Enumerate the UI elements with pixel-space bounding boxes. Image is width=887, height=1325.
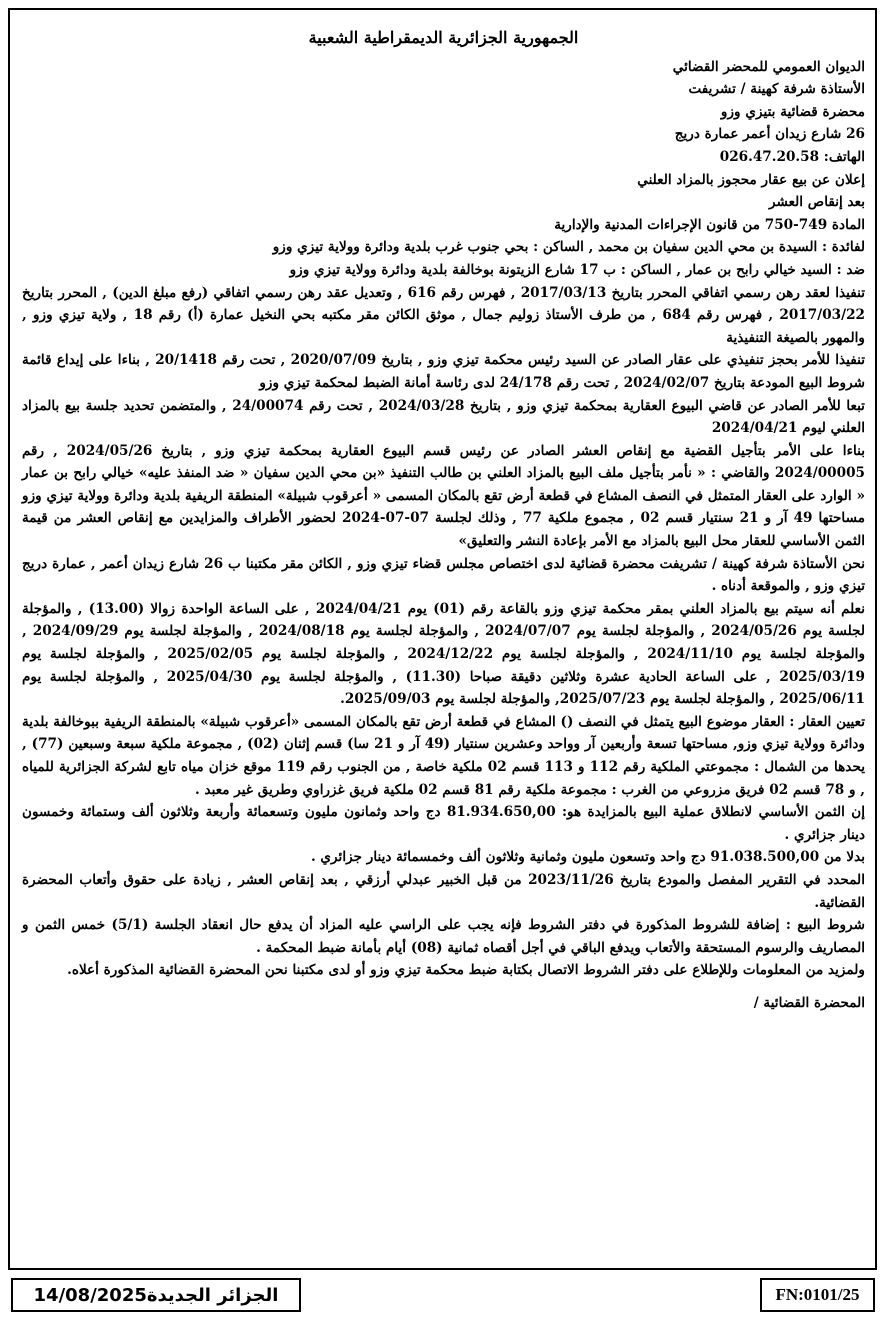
office-name: الديوان العمومي للمحضر القضائي [672,58,865,75]
seizure-order-paragraph: تنفيذا للأمر بحجز تنفيذي على عقار الصادر عن السيد رئيس محكمة تيزي وزو , بتاريخ 2020/07/09 , تحت رقم 20/1418 , بناءا على إيداع قائمة شروط البيع المودعة بتاريخ 2024/02/07 , تحت رقم 24/178 لدى رئاسة أمانة الضبط لمحكمة تيزي وزو [22,352,866,391]
bailiff-statement-paragraph: نحن الأستاذة شرفة كهينة / تشريفت محضرة قضائية لدى اختصاص مجلس قضاء تيزي وزو , الكائن مقر مكتبنا ب 26 شارع زيدان أعمر , عمارة دريج تيزي وزو , والموقعة أدناه . [22,555,865,595]
auction-dates-paragraph: نعلم أنه سيتم بيع بالمزاد العلني بمقر محكمة تيزي وزو بالقاعة رقم (01) يوم 2024/04/21 , على الساعة الواحدة زوالا (13.00) , والمؤجلة لجلسة يوم 2024/05/26 , والمؤجلة لجلسة يوم 2024/07/07 , والمؤجلة لجلسة يوم 2024/08/18 , والمؤجلة لجلسة يوم 2024/09/29 , والمؤجلة لجلسة يوم 2024/11/10 , والمؤجلة لجلسة يوم 2024/12/22 , والمؤجلة لجلسة يوم 2025/02/05 , والمؤجلة لجلسة يوم 2025/03/19 , على الساعة الحادية عشرة وثلاثين دقيقة صباحا (11.30) , والمؤجلة لجلسة يوم 2025/04/30 , والمؤجلة لجلسة يوم 2025/06/11 , والمؤجلة لجلسة يوم 2025/07/23, والمؤجلة لجلسة يوم 2025/09/03. [22,600,866,708]
bailiff-name: الأستاذة شرفة كهينة / تشريفت [688,81,865,98]
newspaper-date-box [11,1278,301,1312]
previous-price-paragraph: بدلا من 91.038.500,00 دج واحد وتسعون مليون وثمانية وثلاثون ألف وخمسمائة دينار جزائري . [310,849,865,866]
base-price-paragraph: إن الثمن الأساسي لانطلاق عملية البيع بالمزايدة هو: 81.934.650,00 دج واحد وثمانون مليون وتسعمائة وأربعة وثلاثون ألف وستمائة وخمسون دينار جزائري . [22,804,865,843]
republic-title: الجمهورية الجزائرية الديمقراطية الشعبية [308,28,579,47]
debtor-paragraph: ضد : السيد خيالي رابح بن عمار , الساكن : ب 17 شارع الزيتونة بوخالفة بلدية ودائرة وولاية تيزي وزو [289,261,865,278]
property-description-paragraph: تعيين العقار : العقار موضوع البيع يتمثل في النصف () المشاع في قطعة أرض تقع بالمكان المسمى «أعرقوب شبيلة» بالمنطقة الريفية ببوخالفة بلدية ودائرة وولاية تيزي وزو, مساحتها تسعة وأربعين آر وواحد وعشرين سنتيار (49 آر و 21 سا) قسم إثنان (02) , مجموعة ملكية سبعة وسبعين (77) , يحدها من الشمال : مجموعتي الملكية رقم 112 و 113 قسم 02 ملكية خاصة , من الجنوب رقم 119 موقع خزان مياه تابع لشركة الجزائرية للمياه , و 78 قسم 02 فريق مزروعي من الغرب : مجموعة ملكية رقم 81 قسم 02 ملكية فريق غزراوي وطريق غير معبد . [22,713,866,798]
legal-article: المادة 749-750 من قانون الإجراءات المدنية والإدارية [554,216,865,233]
sale-judge-paragraph: تبعا للأمر الصادر عن قاضي البيوع العقارية بمحكمة تيزي وزو , بتاريخ 2024/03/28 , تحت رقم 24/00074 , والمتضمن تحديد جلسة بيع بالمزاد العلني ليوم 2024/04/21 [22,397,865,437]
more-info-paragraph: ولمزيد من المعلومات وللإطلاع على دفتر الشروط الاتصال بكتابة ضبط محكمة تيزي وزو أو لدى مكتبنا نحن المحضرة القضائية المذكورة أعلاه. [67,962,865,979]
fn-box [760,1278,875,1312]
newspaper-date: الجزائر الجديدة14/08/2025 [33,1284,279,1306]
mortgage-paragraph: تنفيذا لعقد رهن رسمي اتفاقي المحرر بتاريخ 2017/03/13 , فهرس رقم 616 , وتعديل عقد رهن رسمي اتفاقي (رفع مبلغ الدين) , المحرر بتاريخ 2017/03/22 , فهرس رقم 684 , من طرف الأستاذ زوليم جمال , موثق الكائن مقر مكتبه بحي النخيل عمارة (أ) رقم 18 , ولاية تيزي وزو , والمهور بالصيغة التنفيذية [22,284,865,346]
postponement-paragraph: بناءا على الأمر بتأجيل القضية مع إنقاص العشر الصادر عن رئيس قسم البيوع العقارية بمحكمة تيزي وزو , بتاريخ 2024/05/26 , رقم 2024/00005 والقاضي : « نأمر بتأجيل ملف البيع بالمزاد العلني بن طالب التنفيذ «بن محي الدين سفيان « ضد المنفذ عليه» خيالي رابح بن عمار « الوارد على العقار المتمثل في النصف المشاع في قطعة أرض تقع بالمكان المسمى « أعرقوب شبيلة» المنطقة الريفية بلدية ودائرة وولاية تيزي وزو مساحتها 49 آر و 21 سنتيار قسم 02 , مجموع ملكية 77 , وذلك لجلسة 07-07-2024 لحضور الأطراف والمزايدين مع إنقاص العشر من قيمة الثمن الأساسي للعقار محل البيع بالمزاد مع الأمر بإعادة النشر والتعليق» [22,442,866,550]
signature-line: المحضرة القضائية / [753,994,865,1011]
beneficiary-paragraph: لفائدة : السيدة بن محي الدين سفيان بن محمد , الساكن : بحي جنوب غرب بلدية ودائرة وولاية تيزي وزو [272,239,865,256]
notice-content [22,27,865,1015]
notice-subtitle: بعد إنقاص العشر [768,194,865,211]
sale-conditions-paragraph: شروط البيع : إضافة للشروط المذكورة في دفتر الشروط فإنه يجب على الراسي عليه المزاد أن يدفع حال انعقاد الجلسة (5/1) خمس الثمن و المصاريف والرسوم المستحقة والأتعاب ويدفع الباقي في أجل أقصاه ثمانية (08) أيام بأمانة ضبط المحكمة . [22,917,865,956]
office-phone: الهاتف: 026.47.20.58 [719,148,865,165]
expert-report-paragraph: المحدد في التقرير المفصل والمودع بتاريخ 2023/11/26 من قبل الخبير عبدلي أرزقي , بعد إنقاص العشر , زيادة على حقوق وأتعاب المحضرة القضائية. [22,871,865,911]
court-line: محضرة قضائية بتيزي وزو [720,103,865,120]
notice-title: إعلان عن بيع عقار محجوز بالمزاد العلني [637,171,865,188]
fn-number: FN:0101/25 [775,1285,860,1304]
office-address: 26 شارع زيدان أعمر عمارة دريج [674,126,865,143]
